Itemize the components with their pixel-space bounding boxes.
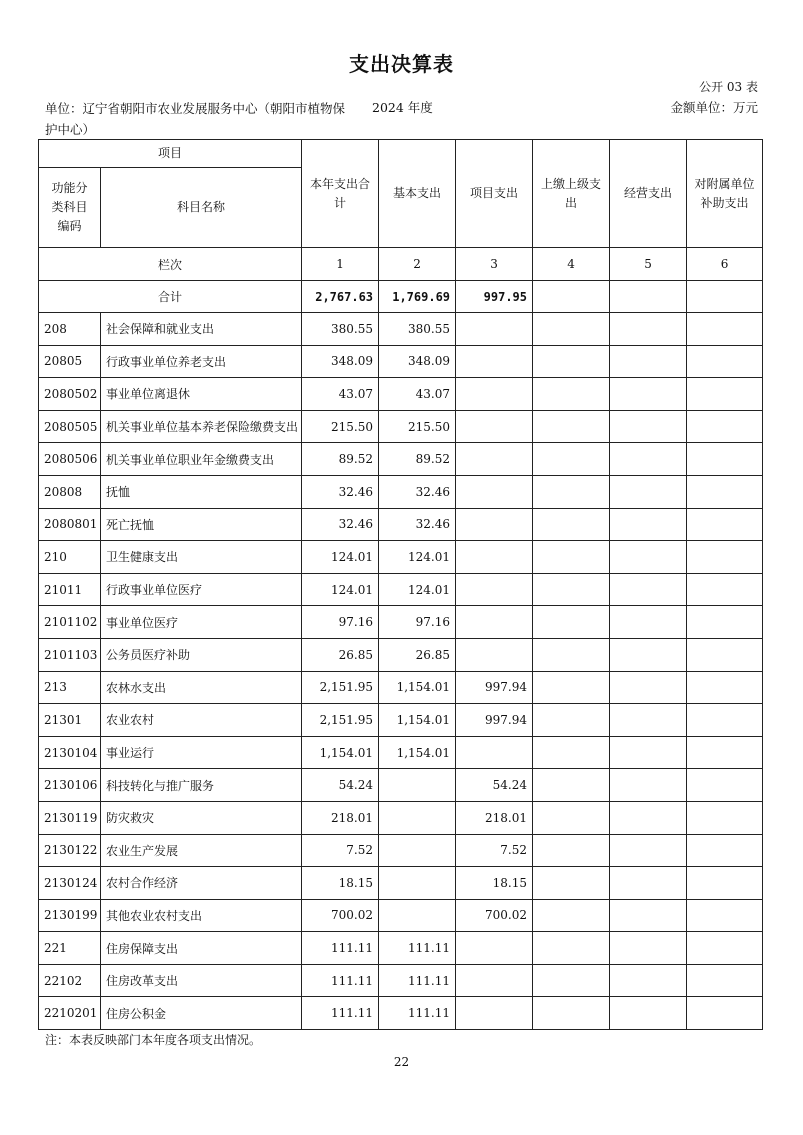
row-col3 <box>456 638 533 671</box>
row-col3 <box>456 541 533 574</box>
row-col6 <box>687 834 763 867</box>
row-col4 <box>533 573 610 606</box>
row-code: 2080505 <box>39 410 101 443</box>
header-col4: 上缴上级支出 <box>533 140 610 248</box>
row-col1: 380.55 <box>302 313 379 346</box>
row-col5 <box>610 638 687 671</box>
col-index-label: 栏次 <box>39 248 302 281</box>
row-col5 <box>610 932 687 965</box>
row-code: 221 <box>39 932 101 965</box>
row-col4 <box>533 964 610 997</box>
row-col4 <box>533 443 610 476</box>
row-col2: 111.11 <box>379 932 456 965</box>
row-col5 <box>610 867 687 900</box>
row-col5 <box>610 606 687 639</box>
row-col1: 111.11 <box>302 997 379 1030</box>
row-name: 事业单位离退休 <box>101 378 302 411</box>
row-col1: 215.50 <box>302 410 379 443</box>
unit-label: 单位：辽宁省朝阳市农业发展服务中心（朝阳市植物保护中心） <box>45 101 346 137</box>
expenditure-table <box>38 139 763 1030</box>
row-col6 <box>687 704 763 737</box>
row-col4 <box>533 606 610 639</box>
table-row <box>39 541 763 574</box>
row-name: 农业农村 <box>101 704 302 737</box>
row-name: 农林水支出 <box>101 671 302 704</box>
total-col1: 2,767.63 <box>302 281 379 313</box>
row-col6 <box>687 410 763 443</box>
row-col2: 380.55 <box>379 313 456 346</box>
col-index-row <box>39 248 763 281</box>
row-col1: 124.01 <box>302 573 379 606</box>
row-col3 <box>456 410 533 443</box>
row-col6 <box>687 671 763 704</box>
header-col3: 项目支出 <box>456 140 533 248</box>
row-name: 抚恤 <box>101 475 302 508</box>
row-col2 <box>379 899 456 932</box>
col-index-1: 1 <box>302 248 379 281</box>
row-col2: 97.16 <box>379 606 456 639</box>
table-row <box>39 443 763 476</box>
row-col2 <box>379 834 456 867</box>
header-item: 项目 <box>39 140 302 168</box>
row-col3 <box>456 932 533 965</box>
row-name: 卫生健康支出 <box>101 541 302 574</box>
row-col6 <box>687 378 763 411</box>
row-col2: 32.46 <box>379 508 456 541</box>
table-row <box>39 834 763 867</box>
row-col6 <box>687 964 763 997</box>
money-unit: 金额单位：万元 <box>670 100 758 115</box>
row-col5 <box>610 964 687 997</box>
row-code: 208 <box>39 313 101 346</box>
row-col2 <box>379 801 456 834</box>
row-col4 <box>533 932 610 965</box>
row-col6 <box>687 997 763 1030</box>
row-col4 <box>533 508 610 541</box>
table-row <box>39 671 763 704</box>
row-code: 2080506 <box>39 443 101 476</box>
row-col6 <box>687 638 763 671</box>
row-col1: 111.11 <box>302 932 379 965</box>
total-col5 <box>610 281 687 313</box>
row-col3 <box>456 313 533 346</box>
header-col6: 对附属单位补助支出 <box>687 140 763 248</box>
table-body <box>39 313 763 1030</box>
table-row <box>39 508 763 541</box>
row-col4 <box>533 475 610 508</box>
row-col4 <box>533 736 610 769</box>
row-code: 2130104 <box>39 736 101 769</box>
row-code: 2080801 <box>39 508 101 541</box>
row-col5 <box>610 834 687 867</box>
row-col6 <box>687 899 763 932</box>
row-col4 <box>533 899 610 932</box>
row-col6 <box>687 475 763 508</box>
table-row <box>39 410 763 443</box>
row-name: 死亡抚恤 <box>101 508 302 541</box>
table-row <box>39 964 763 997</box>
row-col5 <box>610 541 687 574</box>
row-name: 公务员医疗补助 <box>101 638 302 671</box>
row-col3: 218.01 <box>456 801 533 834</box>
row-col2: 111.11 <box>379 997 456 1030</box>
row-col3 <box>456 378 533 411</box>
table-row <box>39 867 763 900</box>
row-code: 2130106 <box>39 769 101 802</box>
row-name: 农业生产发展 <box>101 834 302 867</box>
row-col1: 54.24 <box>302 769 379 802</box>
row-col5 <box>610 378 687 411</box>
header-col1: 本年支出合计 <box>302 140 379 248</box>
total-col6 <box>687 281 763 313</box>
row-col3 <box>456 475 533 508</box>
row-col6 <box>687 769 763 802</box>
row-col4 <box>533 704 610 737</box>
row-code: 2101103 <box>39 638 101 671</box>
row-col2: 348.09 <box>379 345 456 378</box>
row-col2: 1,154.01 <box>379 671 456 704</box>
total-row <box>39 281 763 313</box>
row-col5 <box>610 443 687 476</box>
header-col2: 基本支出 <box>379 140 456 248</box>
row-col4 <box>533 410 610 443</box>
row-col4 <box>533 541 610 574</box>
row-col3: 700.02 <box>456 899 533 932</box>
row-code: 2101102 <box>39 606 101 639</box>
row-col2: 89.52 <box>379 443 456 476</box>
row-col5 <box>610 475 687 508</box>
table-row <box>39 801 763 834</box>
row-col3 <box>456 997 533 1030</box>
table-row <box>39 997 763 1030</box>
table-row <box>39 606 763 639</box>
row-col6 <box>687 606 763 639</box>
header-name: 科目名称 <box>101 168 302 248</box>
table-row <box>39 475 763 508</box>
row-col1: 2,151.95 <box>302 704 379 737</box>
row-col1: 26.85 <box>302 638 379 671</box>
row-col1: 97.16 <box>302 606 379 639</box>
col-index-5: 5 <box>610 248 687 281</box>
page-title: 支出决算表 <box>349 52 454 76</box>
row-col3 <box>456 345 533 378</box>
row-code: 2080502 <box>39 378 101 411</box>
row-col1: 32.46 <box>302 508 379 541</box>
row-col2: 1,154.01 <box>379 736 456 769</box>
row-col1: 1,154.01 <box>302 736 379 769</box>
row-col2 <box>379 769 456 802</box>
row-col4 <box>533 801 610 834</box>
total-col2: 1,769.69 <box>379 281 456 313</box>
row-col1: 2,151.95 <box>302 671 379 704</box>
table-row <box>39 769 763 802</box>
table-row <box>39 736 763 769</box>
row-name: 住房保障支出 <box>101 932 302 965</box>
row-code: 21301 <box>39 704 101 737</box>
table-row <box>39 899 763 932</box>
row-code: 2130124 <box>39 867 101 900</box>
row-col3 <box>456 573 533 606</box>
row-col2: 124.01 <box>379 541 456 574</box>
row-col3: 18.15 <box>456 867 533 900</box>
row-col5 <box>610 671 687 704</box>
header-col5: 经营支出 <box>610 140 687 248</box>
row-col4 <box>533 378 610 411</box>
row-col5 <box>610 899 687 932</box>
total-label: 合计 <box>39 281 302 313</box>
row-name: 事业运行 <box>101 736 302 769</box>
row-name: 行政事业单位医疗 <box>101 573 302 606</box>
table-row <box>39 932 763 965</box>
row-col5 <box>610 769 687 802</box>
row-name: 其他农业农村支出 <box>101 899 302 932</box>
row-col1: 43.07 <box>302 378 379 411</box>
table-row <box>39 345 763 378</box>
row-code: 22102 <box>39 964 101 997</box>
row-col6 <box>687 932 763 965</box>
page-number: 22 <box>393 1055 410 1069</box>
row-col3 <box>456 606 533 639</box>
table-row <box>39 704 763 737</box>
row-col3 <box>456 443 533 476</box>
row-code: 2130199 <box>39 899 101 932</box>
row-col5 <box>610 410 687 443</box>
row-col1: 111.11 <box>302 964 379 997</box>
row-code: 2130122 <box>39 834 101 867</box>
row-col4 <box>533 834 610 867</box>
header-code: 功能分类科目编码 <box>39 168 101 248</box>
row-col6 <box>687 801 763 834</box>
row-code: 213 <box>39 671 101 704</box>
row-col6 <box>687 736 763 769</box>
row-col3: 997.94 <box>456 671 533 704</box>
row-name: 事业单位医疗 <box>101 606 302 639</box>
table-row <box>39 573 763 606</box>
row-col2: 1,154.01 <box>379 704 456 737</box>
row-col6 <box>687 313 763 346</box>
row-col5 <box>610 997 687 1030</box>
row-col6 <box>687 541 763 574</box>
row-col2: 111.11 <box>379 964 456 997</box>
row-col3 <box>456 964 533 997</box>
row-col6 <box>687 345 763 378</box>
row-code: 20805 <box>39 345 101 378</box>
row-col3: 7.52 <box>456 834 533 867</box>
row-col5 <box>610 736 687 769</box>
row-col4 <box>533 313 610 346</box>
row-col1: 32.46 <box>302 475 379 508</box>
row-col2: 43.07 <box>379 378 456 411</box>
col-index-6: 6 <box>687 248 763 281</box>
table-row <box>39 313 763 346</box>
row-col5 <box>610 345 687 378</box>
row-col5 <box>610 508 687 541</box>
row-col5 <box>610 704 687 737</box>
row-name: 机关事业单位职业年金缴费支出 <box>101 443 302 476</box>
row-name: 科技转化与推广服务 <box>101 769 302 802</box>
row-col1: 124.01 <box>302 541 379 574</box>
row-col6 <box>687 867 763 900</box>
row-col3 <box>456 508 533 541</box>
table-note: 注：本表反映部门本年度各项支出情况。 <box>45 1033 262 1047</box>
col-index-4: 4 <box>533 248 610 281</box>
row-name: 行政事业单位养老支出 <box>101 345 302 378</box>
row-col4 <box>533 867 610 900</box>
row-col2: 26.85 <box>379 638 456 671</box>
row-col5 <box>610 801 687 834</box>
row-col3 <box>456 736 533 769</box>
total-col4 <box>533 281 610 313</box>
row-col1: 348.09 <box>302 345 379 378</box>
row-name: 住房公积金 <box>101 997 302 1030</box>
col-index-3: 3 <box>456 248 533 281</box>
row-col2: 215.50 <box>379 410 456 443</box>
row-col4 <box>533 671 610 704</box>
row-col2: 124.01 <box>379 573 456 606</box>
row-col1: 218.01 <box>302 801 379 834</box>
row-col5 <box>610 313 687 346</box>
row-col2 <box>379 867 456 900</box>
row-code: 2210201 <box>39 997 101 1030</box>
row-col2: 32.46 <box>379 475 456 508</box>
row-col4 <box>533 769 610 802</box>
row-col4 <box>533 345 610 378</box>
row-name: 机关事业单位基本养老保险缴费支出 <box>101 410 302 443</box>
fiscal-year: 2024 年度 <box>372 100 433 115</box>
row-col6 <box>687 508 763 541</box>
row-code: 210 <box>39 541 101 574</box>
row-col4 <box>533 997 610 1030</box>
row-code: 20808 <box>39 475 101 508</box>
total-col3: 997.95 <box>456 281 533 313</box>
row-col5 <box>610 573 687 606</box>
table-row <box>39 378 763 411</box>
row-col1: 700.02 <box>302 899 379 932</box>
row-col6 <box>687 443 763 476</box>
row-name: 住房改革支出 <box>101 964 302 997</box>
form-number: 公开 03 表 <box>699 80 758 94</box>
row-col3: 54.24 <box>456 769 533 802</box>
row-col4 <box>533 638 610 671</box>
row-col3: 997.94 <box>456 704 533 737</box>
row-name: 社会保障和就业支出 <box>101 313 302 346</box>
row-name: 防灾救灾 <box>101 801 302 834</box>
row-col1: 89.52 <box>302 443 379 476</box>
row-col1: 18.15 <box>302 867 379 900</box>
row-col6 <box>687 573 763 606</box>
row-code: 2130119 <box>39 801 101 834</box>
table-row <box>39 638 763 671</box>
row-name: 农村合作经济 <box>101 867 302 900</box>
row-code: 21011 <box>39 573 101 606</box>
row-col1: 7.52 <box>302 834 379 867</box>
col-index-2: 2 <box>379 248 456 281</box>
